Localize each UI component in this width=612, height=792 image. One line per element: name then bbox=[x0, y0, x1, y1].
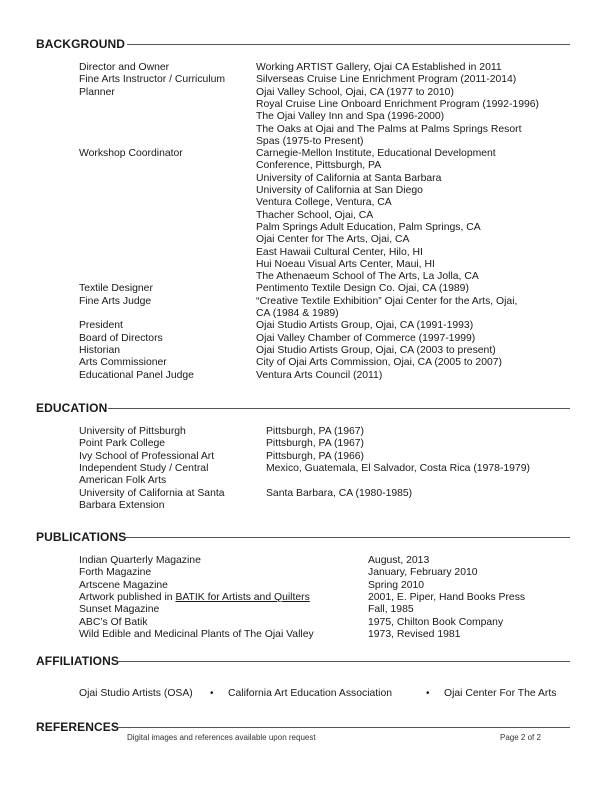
entry-label: Arts Commissioner bbox=[79, 357, 167, 369]
section-title: AFFILIATIONS bbox=[36, 654, 119, 668]
entry-label: Barbara Extension bbox=[79, 499, 165, 511]
entry-value: Thacher School, Ojai, CA bbox=[256, 209, 374, 221]
bullet: • bbox=[426, 688, 430, 699]
entry-value: CA (1984 & 1989) bbox=[256, 308, 339, 319]
entry-label: Point Park College bbox=[79, 438, 166, 450]
book-title: BATIK for Artists and Quilters bbox=[175, 591, 310, 603]
entry-value: Royal Cruise Line Onboard Enrichment Program (1992-1996) bbox=[256, 98, 539, 110]
entry-label bbox=[79, 592, 310, 604]
section-rule bbox=[116, 661, 570, 662]
entry-label: Textile Designer bbox=[79, 283, 153, 295]
page-number: Page 2 of 2 bbox=[500, 733, 541, 742]
affiliations-section bbox=[36, 654, 570, 670]
entry-value: Ojai Studio Artists Group, Ojai, CA (2003 to present) bbox=[256, 344, 496, 356]
entry-value: Palm Springs Adult Education, Palm Springs, CA bbox=[256, 221, 481, 233]
entry-value: University of California at San Diego bbox=[256, 185, 423, 196]
entry-label: Director and Owner bbox=[79, 62, 170, 73]
publications-section bbox=[36, 530, 570, 546]
entry-value: Pittsburgh, PA (1966) bbox=[266, 450, 364, 462]
background-section bbox=[36, 37, 570, 53]
entry-value: Ojai Valley Chamber of Commerce (1997-1999) bbox=[256, 332, 476, 344]
entry-value: East Hawaii Cultural Center, Hilo, HI bbox=[256, 246, 423, 258]
section-rule bbox=[114, 727, 570, 728]
entry-label: Indian Quarterly Magazine bbox=[79, 555, 201, 566]
entry-value: “Creative Textile Exhibition” Ojai Center for the Arts, Ojai, bbox=[256, 295, 518, 307]
entry-value: The Athenaeum School of The Arts, La Jolla, CA bbox=[256, 271, 479, 283]
entry-value: Working ARTIST Gallery, Ojai CA Established in 2011 bbox=[256, 62, 502, 73]
entry-label: Artscene Magazine bbox=[79, 579, 168, 591]
entry-value: Conference, Pittsburgh, PA bbox=[256, 160, 382, 172]
entry-value: Ventura Arts Council (2011) bbox=[256, 369, 383, 381]
entry-label: Forth Magazine bbox=[79, 567, 152, 579]
entry-value: Pittsburgh, PA (1967) bbox=[266, 426, 364, 437]
entry-value: 2001, E. Piper, Hand Books Press bbox=[368, 591, 526, 603]
entry-value: Hui Noeau Visual Arts Center, Maui, HI bbox=[256, 258, 435, 270]
entry-value: January, February 2010 bbox=[368, 567, 478, 579]
section-rule bbox=[127, 44, 570, 45]
entry-label: ABC’s Of Batik bbox=[79, 616, 148, 628]
entry-value: City of Ojai Arts Commission, Ojai, CA (2005 to 2007) bbox=[256, 357, 503, 369]
affiliation-item: Ojai Center For The Arts bbox=[444, 688, 557, 699]
section-title: BACKGROUND bbox=[36, 37, 125, 51]
entry-value: Ojai Studio Artists Group, Ojai, CA (1991-1993) bbox=[256, 320, 474, 332]
entry-value: Carnegie-Mellon Institute, Educational Development bbox=[256, 148, 496, 160]
entry-value: August, 2013 bbox=[368, 555, 430, 566]
entry-label-text: Artwork published in bbox=[79, 591, 176, 603]
entry-label: Fine Arts Instructor / Curriculum bbox=[79, 74, 226, 86]
entry-value: University of California at Santa Barbara bbox=[256, 172, 442, 184]
section-rule bbox=[108, 408, 570, 409]
entry-value: The Oaks at Ojai and The Palms at Palms Springs Resort bbox=[256, 123, 522, 135]
entry-value: 1975, Chilton Book Company bbox=[368, 616, 504, 628]
bullet: • bbox=[210, 688, 214, 699]
entry-value: Mexico, Guatemala, El Salvador, Costa Rica (1978-1979) bbox=[266, 462, 530, 474]
entry-label: University of Pittsburgh bbox=[79, 426, 186, 437]
entry-label: Sunset Magazine bbox=[79, 604, 160, 616]
section-title: REFERENCES bbox=[36, 720, 120, 734]
entry-value: Ventura College, Ventura, CA bbox=[256, 197, 392, 209]
entry-label: University of California at Santa bbox=[79, 487, 225, 499]
entry-label: Educational Panel Judge bbox=[79, 369, 194, 381]
entry-value: Pentimento Textile Design Co. Ojai, CA (1989) bbox=[256, 283, 469, 295]
entry-value: Silverseas Cruise Line Enrichment Program (2011-2014) bbox=[256, 74, 517, 86]
entry-label: Ivy School of Professional Art bbox=[79, 450, 215, 462]
entry-value: 1973, Revised 1981 bbox=[368, 628, 461, 640]
entry-value: Spas (1975-to Present) bbox=[256, 135, 364, 147]
section-rule bbox=[124, 537, 570, 538]
entry-value: Santa Barbara, CA (1980-1985) bbox=[266, 487, 413, 499]
entry-label: Planner bbox=[79, 86, 115, 98]
entry-label: Historian bbox=[79, 344, 120, 356]
affiliation-item: California Art Education Association bbox=[228, 688, 393, 699]
references-note: Digital images and references available upon request bbox=[127, 733, 316, 742]
entry-label: President bbox=[79, 320, 123, 332]
entry-value: The Ojai Valley Inn and Spa (1996-2000) bbox=[256, 111, 445, 123]
section-title: EDUCATION bbox=[36, 401, 108, 415]
entry-value: Ojai Valley School, Ojai, CA (1977 to 2010) bbox=[256, 86, 454, 98]
entry-value: Pittsburgh, PA (1967) bbox=[266, 438, 364, 450]
entry-label: Board of Directors bbox=[79, 332, 163, 344]
entry-value: Spring 2010 bbox=[368, 579, 425, 591]
affiliation-item: Ojai Studio Artists (OSA) bbox=[79, 688, 193, 699]
education-section bbox=[36, 401, 570, 417]
section-title: PUBLICATIONS bbox=[36, 530, 127, 544]
entry-label: Workshop Coordinator bbox=[79, 148, 183, 160]
entry-label: Wild Edible and Medicinal Plants of The Ojai Valley bbox=[79, 628, 314, 640]
entry-value: Ojai Center for The Arts, Ojai, CA bbox=[256, 234, 410, 246]
entry-label: Fine Arts Judge bbox=[79, 295, 152, 307]
entry-value: Fall, 1985 bbox=[368, 604, 414, 616]
entry-label: American Folk Arts bbox=[79, 475, 167, 487]
entry-label: Independent Study / Central bbox=[79, 462, 209, 474]
